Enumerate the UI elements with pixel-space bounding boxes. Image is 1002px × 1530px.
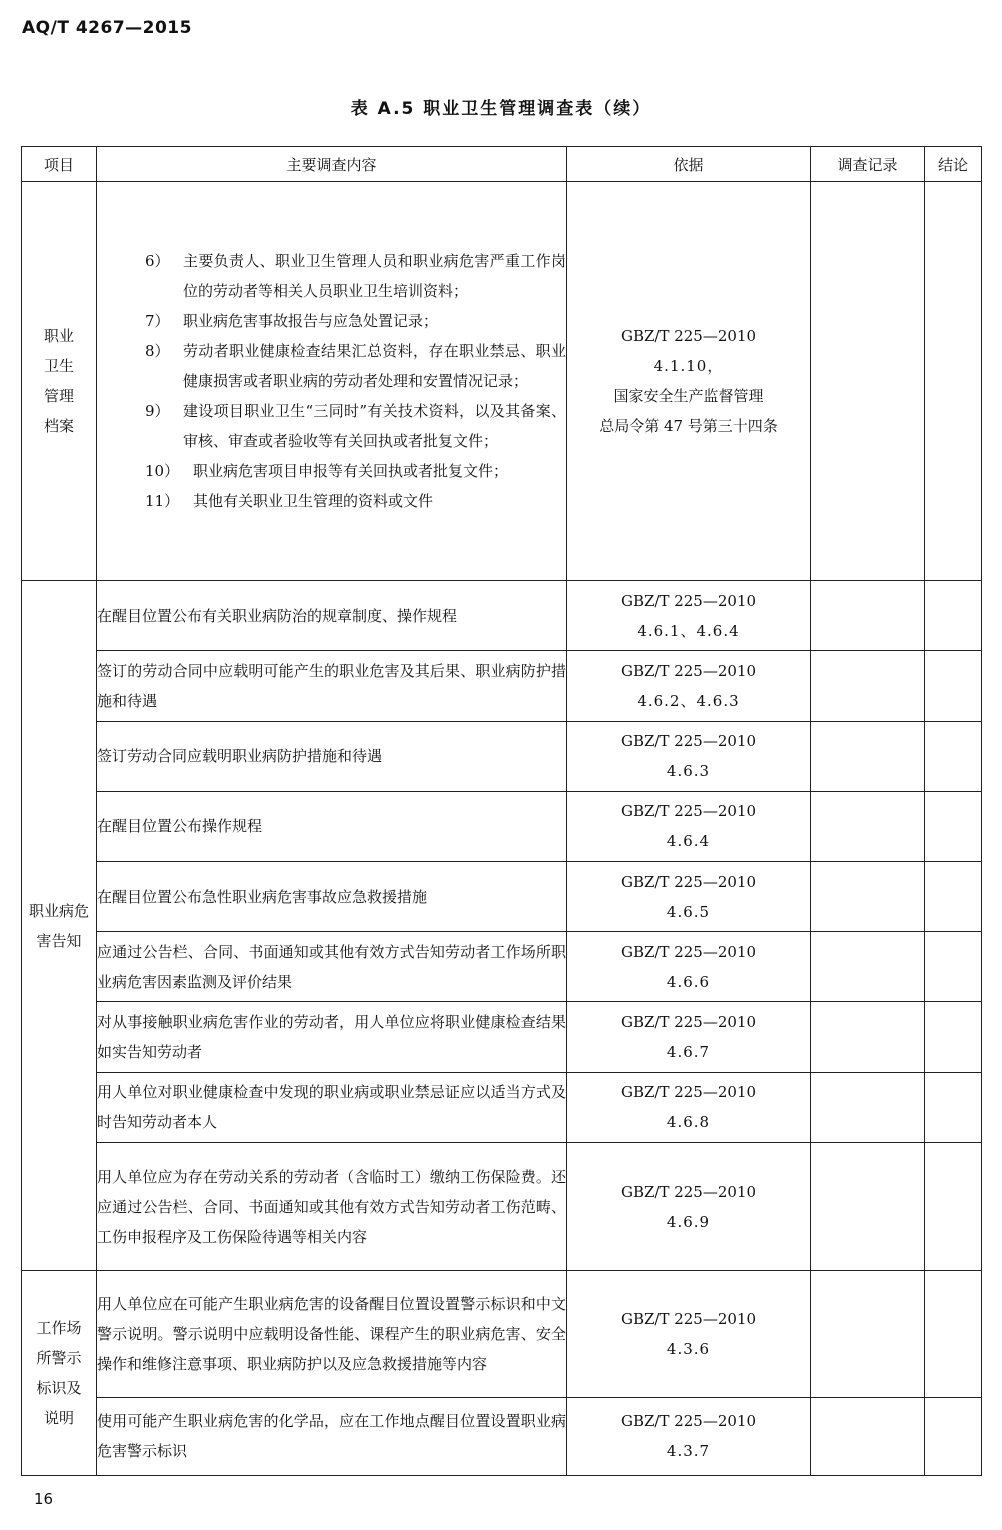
basis-line: GBZ/T 225—2010	[620, 591, 757, 610]
content-cell: 用人单位应为存在劳动关系的劳动者（含临时工）缴纳工伤保险费。还应通过公告栏、合同、书面通知或其他有效方式告知劳动者工伤范畴、工伤申报程序及工伤保险待遇等相关内容	[97, 1142, 567, 1270]
content-cell: 在醒目位置公布有关职业病防治的规章制度、操作规程	[97, 581, 567, 651]
record-cell[interactable]	[811, 1397, 925, 1475]
content-cell: 使用可能产生职业病危害的化学品，应在工作地点醒目位置设置职业病危害警示标识	[97, 1397, 567, 1475]
table-row	[22, 1002, 982, 1072]
conclusion-cell[interactable]	[925, 791, 982, 861]
document-code: AQ/T 4267—2015	[22, 18, 192, 38]
record-cell[interactable]	[811, 721, 925, 791]
basis-line: GBZ/T 225—2010	[620, 942, 757, 961]
content-cell: 对从事接触职业病危害作业的劳动者，用人单位应将职业健康检查结果如实告知劳动者	[97, 1002, 567, 1072]
item-number: 10）	[145, 462, 180, 481]
conclusion-cell[interactable]	[925, 651, 982, 721]
item-number: 11）	[145, 492, 180, 511]
category-cell: 工作场所警示标识及说明	[22, 1271, 97, 1476]
record-cell[interactable]	[811, 581, 925, 651]
list-item	[145, 246, 566, 306]
record-cell[interactable]	[811, 1072, 925, 1142]
conclusion-cell[interactable]	[925, 1002, 982, 1072]
content-cell	[97, 182, 567, 581]
record-cell[interactable]	[811, 932, 925, 1002]
table-row	[22, 182, 982, 581]
basis-line: 4.6.6	[666, 972, 711, 991]
item-number: 8）	[145, 342, 170, 361]
content-cell: 在醒目位置公布操作规程	[97, 791, 567, 861]
category-cell: 职业卫生管理档案	[22, 182, 97, 581]
basis-line: GBZ/T 225—2010	[620, 872, 757, 891]
table-row	[22, 581, 982, 651]
investigation-table	[21, 146, 982, 1476]
col-header-basis: 依据	[567, 147, 811, 182]
conclusion-cell[interactable]	[925, 932, 982, 1002]
content-cell: 签订的劳动合同中应载明可能产生的职业危害及其后果、职业病防护措施和待遇	[97, 651, 567, 721]
basis-cell	[567, 651, 811, 721]
content-cell: 签订劳动合同应载明职业病防护措施和待遇	[97, 721, 567, 791]
content-cell: 用人单位应在可能产生职业病危害的设备醒目位置设置警示标识和中文警示说明。警示说明中应载明设备性能、课程产生的职业病危害、安全操作和维修注意事项、职业病防护以及应急救援措施等内容	[97, 1271, 567, 1397]
table-row	[22, 791, 982, 861]
conclusion-cell[interactable]	[925, 581, 982, 651]
table-row	[22, 1397, 982, 1475]
basis-cell	[567, 182, 811, 581]
basis-cell	[567, 581, 811, 651]
basis-line: 4.6.7	[666, 1043, 711, 1062]
conclusion-cell[interactable]	[925, 1397, 982, 1475]
basis-cell	[567, 1397, 811, 1475]
list-item	[145, 396, 566, 456]
table-row	[22, 862, 982, 932]
content-cell: 应通过公告栏、合同、书面通知或其他有效方式告知劳动者工作场所职业病危害因素监测及评价结果	[97, 932, 567, 1002]
basis-line: GBZ/T 225—2010	[620, 732, 757, 751]
basis-cell	[567, 1142, 811, 1270]
record-cell[interactable]	[811, 862, 925, 932]
page-number: 16	[34, 1490, 54, 1508]
item-text: 主要负责人、职业卫生管理人员和职业病危害严重工作岗位的劳动者等相关人员职业卫生培训资料；	[183, 252, 566, 301]
category-cell: 职业病危害告知	[22, 581, 97, 1271]
table-row	[22, 1142, 982, 1270]
list-item	[145, 456, 566, 486]
table-title: 表 A.5 职业卫生管理调查表（续）	[350, 99, 652, 119]
item-text: 劳动者职业健康检查结果汇总资料，存在职业禁忌、职业健康损害或者职业病的劳动者处理和安置情况记录；	[183, 342, 566, 391]
record-cell[interactable]	[811, 791, 925, 861]
item-number: 6）	[145, 252, 170, 271]
basis-line: 总局令第 47 号第三十四条	[599, 417, 778, 436]
basis-line: 4.6.2、4.6.3	[637, 692, 740, 711]
basis-cell	[567, 791, 811, 861]
table-row	[22, 932, 982, 1002]
basis-line: 4.3.6	[666, 1339, 711, 1358]
basis-line: 国家安全生产监督管理	[613, 387, 764, 406]
basis-line: GBZ/T 225—2010	[620, 1182, 757, 1201]
basis-cell	[567, 862, 811, 932]
col-header-item: 项目	[22, 147, 97, 182]
list-item	[145, 336, 566, 396]
item-text: 职业病危害项目申报等有关回执或者批复文件；	[193, 462, 509, 481]
basis-line: 4.6.4	[666, 832, 711, 851]
list-item	[145, 486, 566, 516]
col-header-content: 主要调查内容	[97, 147, 567, 182]
basis-line: GBZ/T 225—2010	[620, 327, 757, 346]
basis-line: 4.6.9	[666, 1212, 711, 1231]
basis-line: GBZ/T 225—2010	[620, 1309, 757, 1328]
conclusion-cell[interactable]	[925, 721, 982, 791]
conclusion-cell[interactable]	[925, 1142, 982, 1270]
col-header-conclusion: 结论	[925, 147, 982, 182]
basis-line: 4.6.8	[666, 1113, 711, 1132]
basis-line: 4.6.1、4.6.4	[637, 621, 740, 640]
list-item	[145, 306, 566, 336]
record-cell[interactable]	[811, 1002, 925, 1072]
conclusion-cell[interactable]	[925, 182, 982, 581]
basis-cell	[567, 721, 811, 791]
table-row	[22, 721, 982, 791]
item-number: 7）	[145, 312, 170, 331]
conclusion-cell[interactable]	[925, 1072, 982, 1142]
item-text: 建设项目职业卫生“三同时”有关技术资料，以及其备案、审核、审查或者验收等有关回执或者批复文件；	[183, 402, 566, 451]
basis-line: GBZ/T 225—2010	[620, 1013, 757, 1032]
table-row	[22, 1072, 982, 1142]
record-cell[interactable]	[811, 1271, 925, 1397]
basis-line: 4.6.3	[666, 762, 711, 781]
basis-cell	[567, 1002, 811, 1072]
item-text: 其他有关职业卫生管理的资料或文件	[193, 492, 434, 511]
basis-line: GBZ/T 225—2010	[620, 1412, 757, 1431]
record-cell[interactable]	[811, 182, 925, 581]
content-cell: 用人单位对职业健康检查中发现的职业病或职业禁忌证应以适当方式及时告知劳动者本人	[97, 1072, 567, 1142]
basis-line: GBZ/T 225—2010	[620, 662, 757, 681]
basis-line: 4.3.7	[666, 1442, 711, 1461]
conclusion-cell[interactable]	[925, 1271, 982, 1397]
item-number: 9）	[145, 402, 170, 421]
basis-cell	[567, 1271, 811, 1397]
table-row	[22, 1271, 982, 1397]
table-row	[22, 651, 982, 721]
content-cell: 在醒目位置公布急性职业病危害事故应急救援措施	[97, 862, 567, 932]
col-header-record: 调查记录	[811, 147, 925, 182]
basis-cell	[567, 932, 811, 1002]
basis-cell	[567, 1072, 811, 1142]
basis-line: GBZ/T 225—2010	[620, 1083, 757, 1102]
table-header-row	[22, 147, 982, 182]
record-cell[interactable]	[811, 651, 925, 721]
basis-line: GBZ/T 225—2010	[620, 802, 757, 821]
basis-line: 4.6.5	[666, 902, 711, 921]
item-text: 职业病危害事故报告与应急处置记录；	[183, 312, 439, 331]
basis-line: 4.1.10，	[653, 357, 724, 376]
record-cell[interactable]	[811, 1142, 925, 1270]
conclusion-cell[interactable]	[925, 862, 982, 932]
